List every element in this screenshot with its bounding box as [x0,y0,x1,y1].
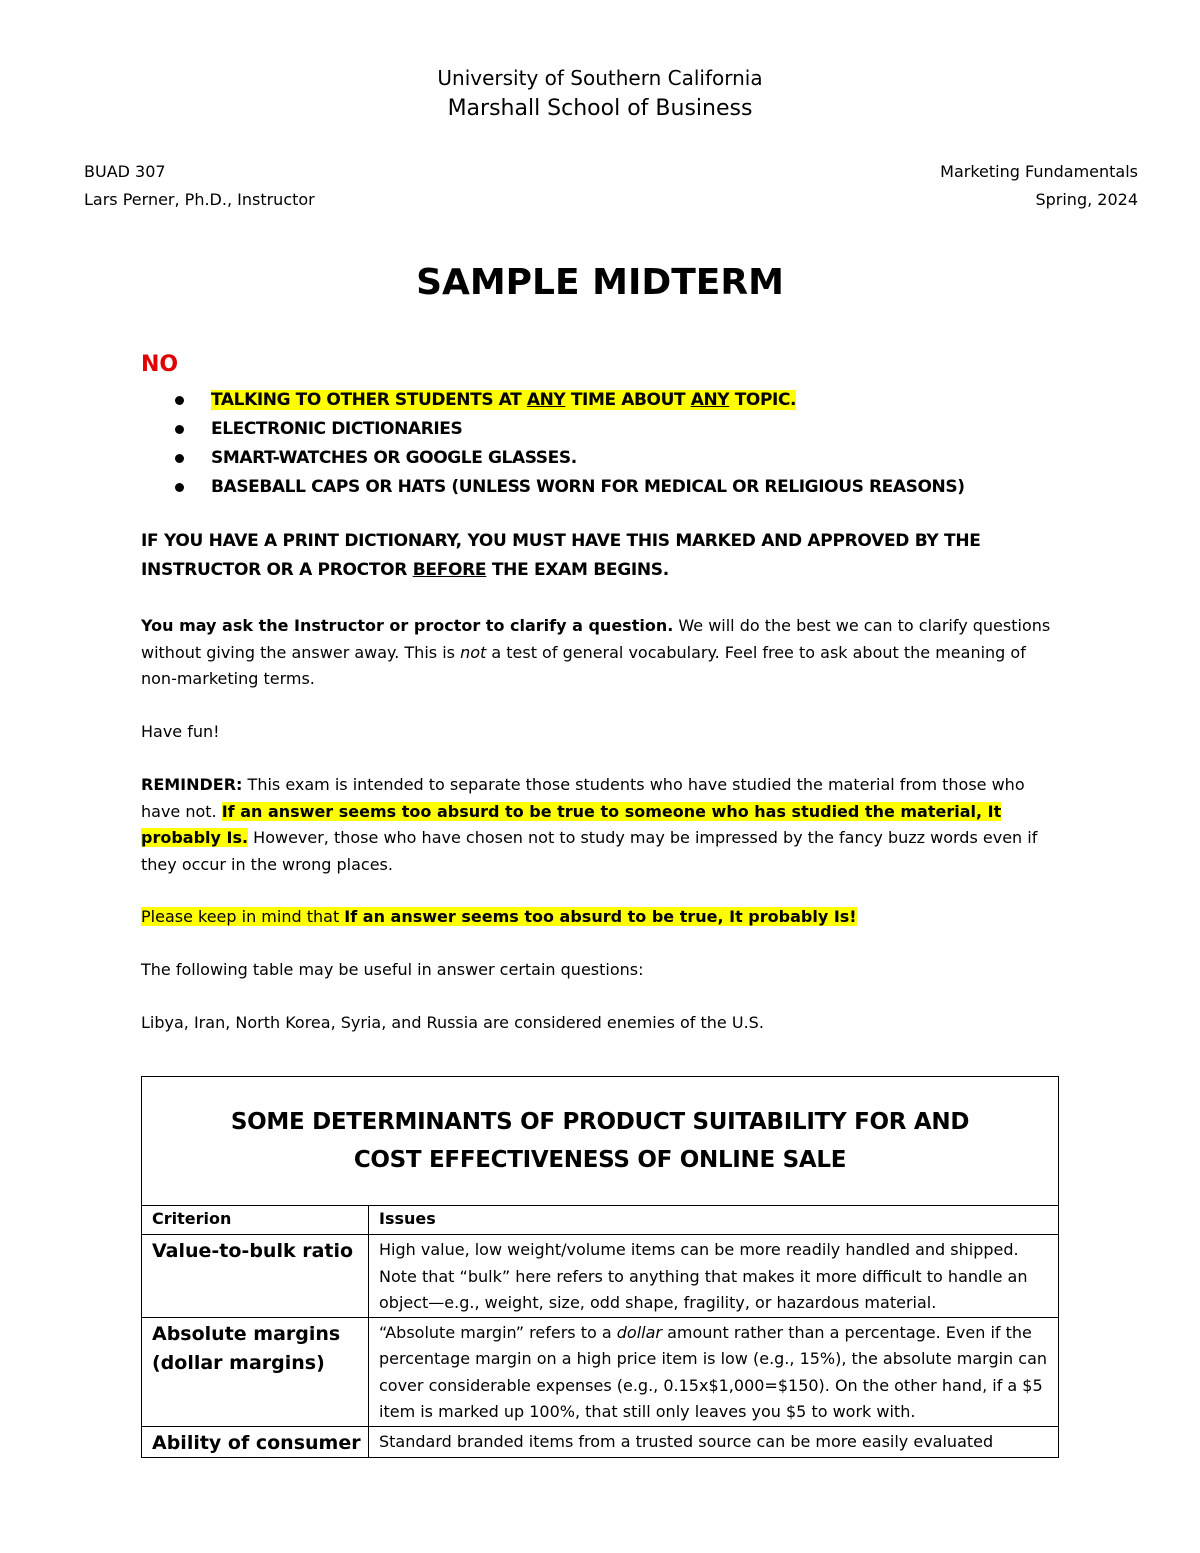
suitability-table [141,1076,1059,1458]
course-name: Marketing Fundamentals [940,162,1138,181]
list-item [175,415,965,444]
issues-cell: “Absolute margin” refers to a dollar amount rather than a percentage. Even if the percentage margin on a high price item is low (e.g., 15%), the absolute margin can cover considerable expenses (e.g., 0.15x$1,000=$150). On the other hand, if a $5 item is marked up 100%, that still only leaves you $5 to work with. [379,1322,1048,1421]
issues-cell: Standard branded items from a trusted source can be more easily evaluated [379,1431,994,1451]
table-header-row [142,1206,1058,1235]
table-row [142,1235,1058,1318]
bullet-icon [175,396,184,405]
instructor-name: Lars Perner, Ph.D., Instructor [84,190,315,209]
rule-text: SMART-WATCHES OR GOOGLE GLASSES. [211,448,577,468]
criterion-cell: Absolute margins (dollar margins) [142,1318,369,1426]
list-item [175,473,965,502]
bullet-icon [175,454,184,463]
issues-cell: High value, low weight/volume items can be more readily handled and shipped. Note that “bulk” here refers to anything that makes it more difficult to handle an object—e.g., weight, size, odd shape, fragility, or hazardous material. [379,1240,1028,1312]
enemies-note: Libya, Iran, North Korea, Syria, and Russia are considered enemies of the U.S. [141,1013,764,1032]
school-name: Marshall School of Business [447,96,753,121]
page-title: SAMPLE MIDTERM [416,262,784,303]
table-intro: The following table may be useful in answer certain questions: [141,960,644,979]
table-row [142,1318,1058,1427]
rule-text: TALKING TO OTHER STUDENTS AT ANY TIME ABOUT ANY TOPIC. [211,390,797,410]
bullet-icon [175,425,184,434]
dictionary-notice: IF YOU HAVE A PRINT DICTIONARY, YOU MUST HAVE THIS MARKED AND APPROVED BY THE INSTRUCTOR OR A PROCTOR BEFORE THE EXAM BEGINS. [141,531,981,580]
prohibited-list [175,386,965,502]
list-item [175,386,965,415]
term: Spring, 2024 [1035,190,1138,209]
rule-text: ELECTRONIC DICTIONARIES [211,419,463,439]
criterion-cell: Ability of consumer [142,1427,369,1457]
list-item [175,444,965,473]
reminder-paragraph: REMINDER: This exam is intended to separate those students who have studied the material from those who have not. If an answer seems too absurd to be true to someone who has studied the material, It probably Is. However, those who have chosen not to study may be impressed by the fancy buzz words even if they occur in the wrong places. [141,775,1038,874]
keep-in-mind-line: Please keep in mind that If an answer seems too absurd to be true, It probably Is! [141,907,857,926]
table-row [142,1427,1058,1458]
column-header-issues: Issues [379,1209,436,1228]
course-code: BUAD 307 [84,162,166,181]
prohibited-label: NO [141,352,179,377]
table-title: SOME DETERMINANTS OF PRODUCT SUITABILITY FOR AND COST EFFECTIVENESS OF ONLINE SALE [142,1077,1058,1206]
have-fun-text: Have fun! [141,722,220,741]
column-header-criterion: Criterion [142,1206,369,1234]
clarify-paragraph: You may ask the Instructor or proctor to clarify a question. We will do the best we can to clarify questions without giving the answer away. This is not a test of general vocabulary. Feel free to ask about the meaning of non-marketing terms. [141,616,1051,688]
criterion-cell: Value-to-bulk ratio [142,1235,369,1317]
university-name: University of Southern California [437,66,763,90]
rule-text: BASEBALL CAPS OR HATS (UNLESS WORN FOR MEDICAL OR RELIGIOUS REASONS) [211,477,965,497]
bullet-icon [175,483,184,492]
